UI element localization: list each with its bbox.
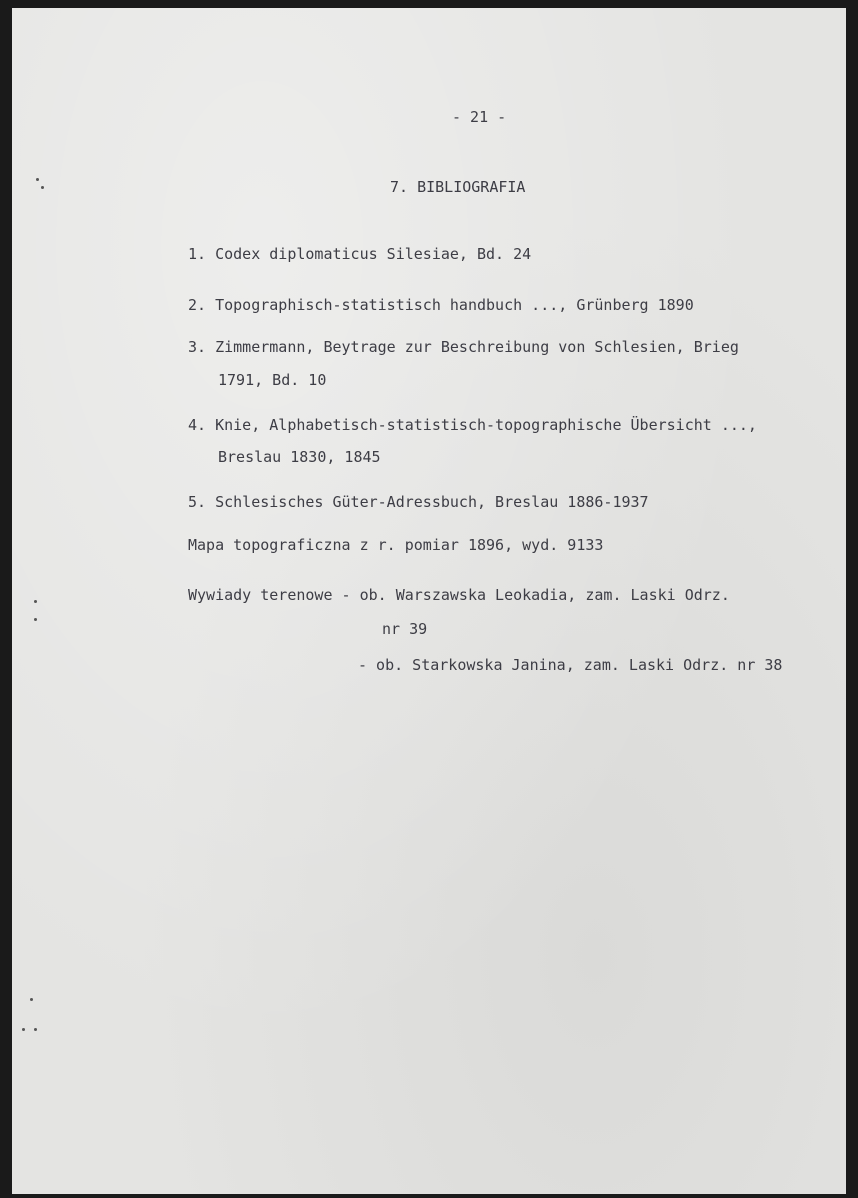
- document-page: [12, 8, 846, 1194]
- map-note: Mapa topograficzna z r. pomiar 1896, wyd. 9133: [188, 536, 604, 554]
- bibliography-entry-4: 4. Knie, Alphabetisch-statistisch-topographische Übersicht ...,: [188, 416, 757, 434]
- margin-speck: [41, 186, 44, 189]
- bibliography-entry-5: 5. Schlesisches Güter-Adressbuch, Breslau 1886-1937: [188, 493, 649, 511]
- bibliography-entry-3-continuation: 1791, Bd. 10: [218, 371, 327, 389]
- bibliography-entry-2: 2. Topographisch-statistisch handbuch ..., Grünberg 1890: [188, 296, 694, 314]
- margin-speck: [34, 600, 37, 603]
- margin-speck: [34, 618, 37, 621]
- interviews-line-2: - ob. Starkowska Janina, zam. Laski Odrz. nr 38: [358, 656, 783, 674]
- interviews-line-1-continuation: nr 39: [382, 620, 428, 638]
- bibliography-entry-3: 3. Zimmermann, Beytrage zur Beschreibung von Schlesien, Brieg: [188, 338, 739, 356]
- margin-speck: [34, 1028, 37, 1031]
- margin-speck: [36, 178, 39, 181]
- bibliography-entry-4-continuation: Breslau 1830, 1845: [218, 448, 381, 466]
- interviews-line-1: Wywiady terenowe - ob. Warszawska Leokadia, zam. Laski Odrz.: [188, 586, 730, 604]
- margin-speck: [30, 998, 33, 1001]
- margin-speck: [22, 1028, 25, 1031]
- page-number: - 21 -: [452, 108, 507, 126]
- bibliography-entry-1: 1. Codex diplomaticus Silesiae, Bd. 24: [188, 245, 532, 263]
- section-title: 7. BIBLIOGRAFIA: [390, 178, 526, 196]
